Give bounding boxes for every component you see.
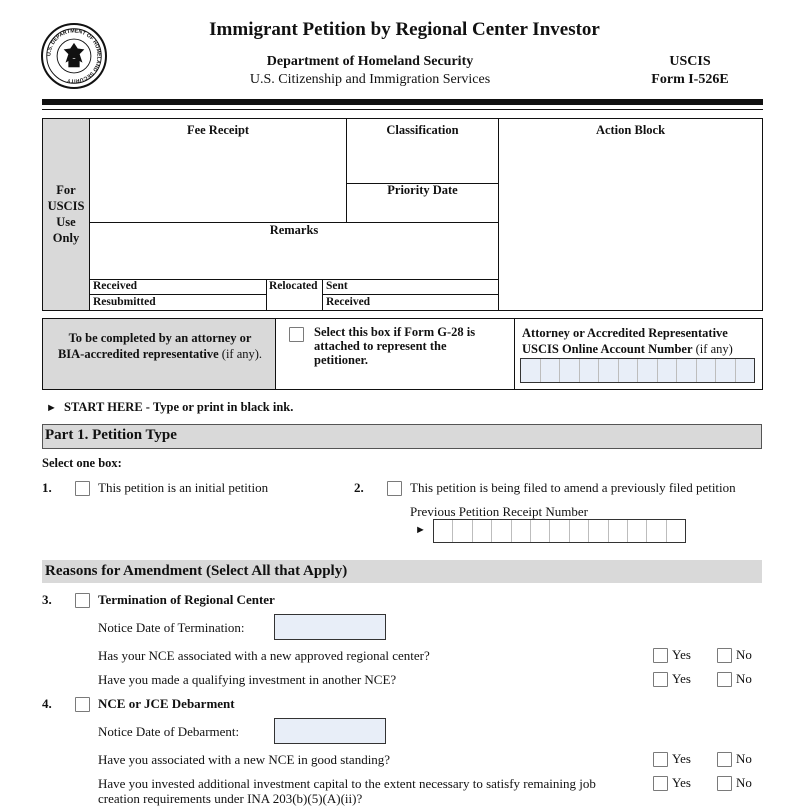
yes-label: Yes [672,647,691,662]
q-additional-no-checkbox[interactable] [717,776,732,791]
relocated-label: Relocated [269,280,318,292]
form-number: Form I-526E [651,72,729,87]
g28-text-line1: Select this box if Form G-28 is [314,325,476,339]
no-label: No [736,671,752,686]
q-good-standing-no-checkbox[interactable] [717,752,732,767]
classification-label: Classification [386,123,459,137]
q-new-center-label: Has your NCE associated with a new approved regional center? [98,648,430,663]
side-label-line: Only [52,231,80,245]
remarks-label: Remarks [269,223,319,237]
no-label: No [736,751,752,766]
q-qualifying-label: Have you made a qualifying investment in another NCE? [98,672,397,687]
account-line2-rest: (if any) [692,342,733,356]
start-here-text: START HERE - Type or print in black ink. [64,400,294,414]
initial-petition-checkbox[interactable] [75,481,90,496]
side-label-line: Use [56,215,76,229]
received2-label: Received [326,296,371,308]
department-name: Department of Homeland Security [266,54,474,69]
q-good-standing-yes-checkbox[interactable] [653,752,668,767]
part1-title: Part 1. Petition Type [45,427,177,443]
debarment-checkbox[interactable] [75,697,90,712]
g28-text-line2: attached to represent the [314,339,447,353]
account-line2-bold: USCIS Online Account Number [522,342,693,356]
termination-label: Termination of Regional Center [98,592,275,607]
notice-debarment-label: Notice Date of Debarment: [98,724,240,739]
q-additional-label-line2: creation requirements under INA 203(b)(5)(A)(ii)? [98,791,363,806]
yes-label: Yes [672,775,691,790]
no-label: No [736,775,752,790]
action-block-label: Action Block [595,123,666,137]
sent-label: Sent [326,280,348,292]
attorney-line2-bold: BIA-accredited representative [57,347,219,361]
yes-label: Yes [672,671,691,686]
pointer-arrow-icon: ► [46,402,57,414]
account-line1: Attorney or Accredited Representative [522,326,728,340]
svg-text:U.S. DEPARTMENT OF HOMELAND SE: U.S. DEPARTMENT OF HOMELAND SECURITY [46,28,102,84]
q-additional-label-line1: Have you invested additional investment capital to the extent necessary to satisfy remaining job [98,776,596,791]
header-rule-thick [42,99,763,105]
receipt-pointer-icon: ► [415,524,426,536]
amendment-title: Reasons for Amendment (Select All that Apply) [45,563,348,579]
g28-text-line3: petitioner. [314,353,369,367]
previous-receipt-label: Previous Petition Receipt Number [410,504,589,519]
form-title: Immigrant Petition by Regional Center Investor [209,19,600,40]
priority-date-label: Priority Date [387,183,458,197]
q-qualifying-yes-checkbox[interactable] [653,672,668,687]
online-account-number-input[interactable] [520,358,755,383]
header-rule-thin [42,109,763,110]
sent-cell[interactable] [322,279,499,295]
resubmitted-label: Resubmitted [93,296,156,308]
received-label: Received [93,280,138,292]
notice-debarment-date-input[interactable] [274,718,386,744]
amend-petition-checkbox[interactable] [387,481,402,496]
side-label-line: USCIS [47,199,85,213]
action-block-cell[interactable] [498,118,763,311]
yes-label: Yes [672,751,691,766]
fee-receipt-label: Fee Receipt [186,123,250,137]
notice-termination-date-input[interactable] [274,614,386,640]
no-label: No [736,647,752,662]
attorney-line2-rest: (if any). [218,347,263,361]
attorney-line1: To be completed by an attorney or [68,331,252,345]
notice-termination-label: Notice Date of Termination: [98,620,245,635]
q-additional-yes-checkbox[interactable] [653,776,668,791]
item2-number: 2. [354,480,364,495]
side-label-line: For [56,183,76,197]
termination-checkbox[interactable] [75,593,90,608]
item3-number: 3. [42,592,52,607]
debarment-label: NCE or JCE Debarment [98,696,235,711]
start-here-line [46,400,293,415]
item4-number: 4. [42,696,52,711]
amend-petition-label: This petition is being filed to amend a previously filed petition [410,480,736,495]
previous-receipt-number-input[interactable] [433,519,686,543]
q-qualifying-no-checkbox[interactable] [717,672,732,687]
q-good-standing-label: Have you associated with a new NCE in good standing? [98,752,391,767]
select-one-label: Select one box: [42,456,122,470]
q-new-center-no-checkbox[interactable] [717,648,732,663]
initial-petition-label: This petition is an initial petition [98,480,269,495]
agency-full-name: U.S. Citizenship and Immigration Services [249,72,491,87]
attorney-gray-cell [42,318,276,390]
g28-checkbox[interactable] [289,327,304,342]
item1-number: 1. [42,480,52,495]
agency-abbr: USCIS [669,54,711,69]
q-new-center-yes-checkbox[interactable] [653,648,668,663]
